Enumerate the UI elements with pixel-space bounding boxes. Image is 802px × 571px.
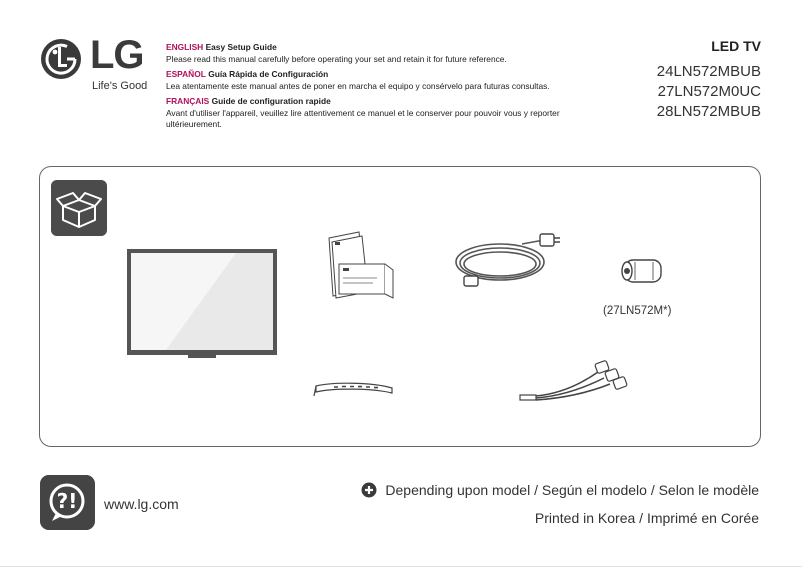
french-heading — [166, 96, 636, 107]
english-lang-label: ENGLISH — [166, 42, 204, 52]
french-title: Guide de configuration rapide — [211, 96, 331, 106]
french-lang-label: FRANÇAIS — [166, 96, 210, 106]
model-number: 28LN572MBUB — [656, 103, 761, 120]
av-cable-illustration — [518, 358, 630, 404]
manuals-illustration — [325, 230, 397, 300]
question-speech-bubble-icon — [40, 475, 95, 530]
bottom-divider — [0, 566, 802, 567]
plus-circle-icon — [361, 482, 377, 498]
open-box-icon — [51, 180, 107, 236]
tv-monitor-illustration — [126, 248, 278, 360]
spanish-title: Guía Rápida de Configuración — [208, 69, 329, 79]
website-link[interactable]: www.lg.com — [104, 496, 179, 512]
model-number: 27LN572M0UC — [657, 83, 761, 100]
model-number: 24LN572MBUB — [656, 63, 761, 80]
cable-tie-illustration — [312, 378, 396, 400]
brand-name: LG — [90, 33, 144, 77]
printed-in-text: Printed in Korea / Imprimé en Corée — [534, 510, 759, 526]
power-cord-illustration — [452, 232, 562, 294]
model-list — [657, 62, 761, 122]
spanish-heading — [166, 69, 636, 80]
product-title: LED TV — [711, 38, 761, 54]
english-text: Please read this manual carefully before operating your set and retain it for future reference. — [166, 54, 507, 64]
model-note — [361, 482, 759, 498]
brand-tagline: Life's Good — [92, 80, 148, 92]
english-title: Easy Setup Guide — [205, 42, 277, 52]
french-text: Avant d'utiliser l'appareil, veuillez lire attentivement ce manuel et le conserver pour pouvoir vous y reporter ultérieurement. — [166, 108, 560, 129]
ferrite-model-caption: (27LN572M*) — [603, 305, 672, 317]
lg-logo-icon — [40, 38, 82, 80]
ferrite-core-illustration — [619, 256, 667, 286]
english-heading — [166, 42, 636, 53]
spanish-text: Lea atentamente este manual antes de poner en marcha el equipo y consérvelo para futuras consultas. — [166, 81, 550, 91]
spanish-lang-label: ESPAÑOL — [166, 69, 206, 79]
model-note-text: Depending upon model / Según el modelo / Selon le modèle — [385, 482, 759, 498]
svg-text:?!: ?! — [56, 489, 78, 513]
